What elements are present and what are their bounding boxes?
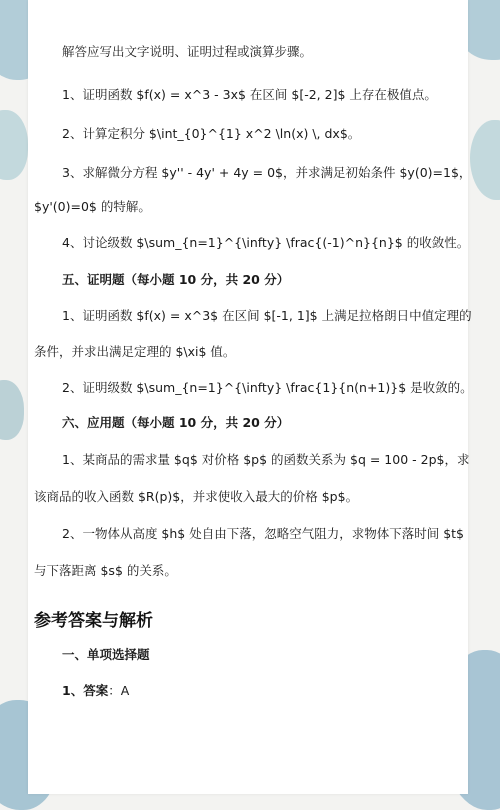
question-5-1-cont: 条件，并求出满足定理的 $\xi$ 值。 xyxy=(34,344,236,359)
question-6-2-cont: 与下落距离 $s$ 的关系。 xyxy=(34,563,177,578)
question-4-4: 4、讨论级数 $\sum_{n=1}^{\infty} \frac{(-1)^n}{n}$ 的收敛性。 xyxy=(62,235,470,250)
section-6-heading: 六、应用题（每小题 10 分，共 20 分） xyxy=(62,415,290,430)
question-4-2: 2、计算定积分 $\int_{0}^{1} x^2 \ln(x) \, dx$。 xyxy=(62,126,361,141)
question-5-2: 2、证明级数 $\sum_{n=1}^{\infty} \frac{1}{n(n+1)}$ 是收敛的。 xyxy=(62,380,473,395)
answer-1-value: ：A xyxy=(108,683,130,698)
answer-1 xyxy=(62,681,129,699)
decor-leaf-left-2 xyxy=(0,380,24,440)
document-page xyxy=(28,0,468,794)
answer-1-label: 1、答案 xyxy=(62,683,109,698)
decor-leaf-left-1 xyxy=(0,110,28,180)
answers-section-1-heading: 一、单项选择题 xyxy=(62,647,150,662)
intro-text: 解答应写出文字说明、证明过程或演算步骤。 xyxy=(62,44,313,59)
question-4-3: 3、求解微分方程 $y'' - 4y' + 4y = 0$，并求满足初始条件 $y(0)=1$， xyxy=(62,165,472,180)
question-6-1-cont: 该商品的收入函数 $R(p)$，并求使收入最大的价格 $p$。 xyxy=(34,489,359,504)
question-4-3-cont: $y'(0)=0$ 的特解。 xyxy=(34,199,151,214)
question-6-1: 1、某商品的需求量 $q$ 对价格 $p$ 的函数关系为 $q = 100 - 2p$，求 xyxy=(62,452,470,467)
question-6-2: 2、一物体从高度 $h$ 处自由下落，忽略空气阻力，求物体下落时间 $t$ xyxy=(62,526,465,541)
answers-title: 参考答案与解析 xyxy=(34,611,153,631)
question-5-1: 1、证明函数 $f(x) = x^3$ 在区间 $[-1, 1]$ 上满足拉格朗日中值定理的 xyxy=(62,308,472,323)
section-5-heading: 五、证明题（每小题 10 分，共 20 分） xyxy=(62,272,290,287)
decor-leaf-right-1 xyxy=(470,120,500,200)
question-4-1: 1、证明函数 $f(x) = x^3 - 3x$ 在区间 $[-2, 2]$ 上存在极值点。 xyxy=(62,87,437,102)
